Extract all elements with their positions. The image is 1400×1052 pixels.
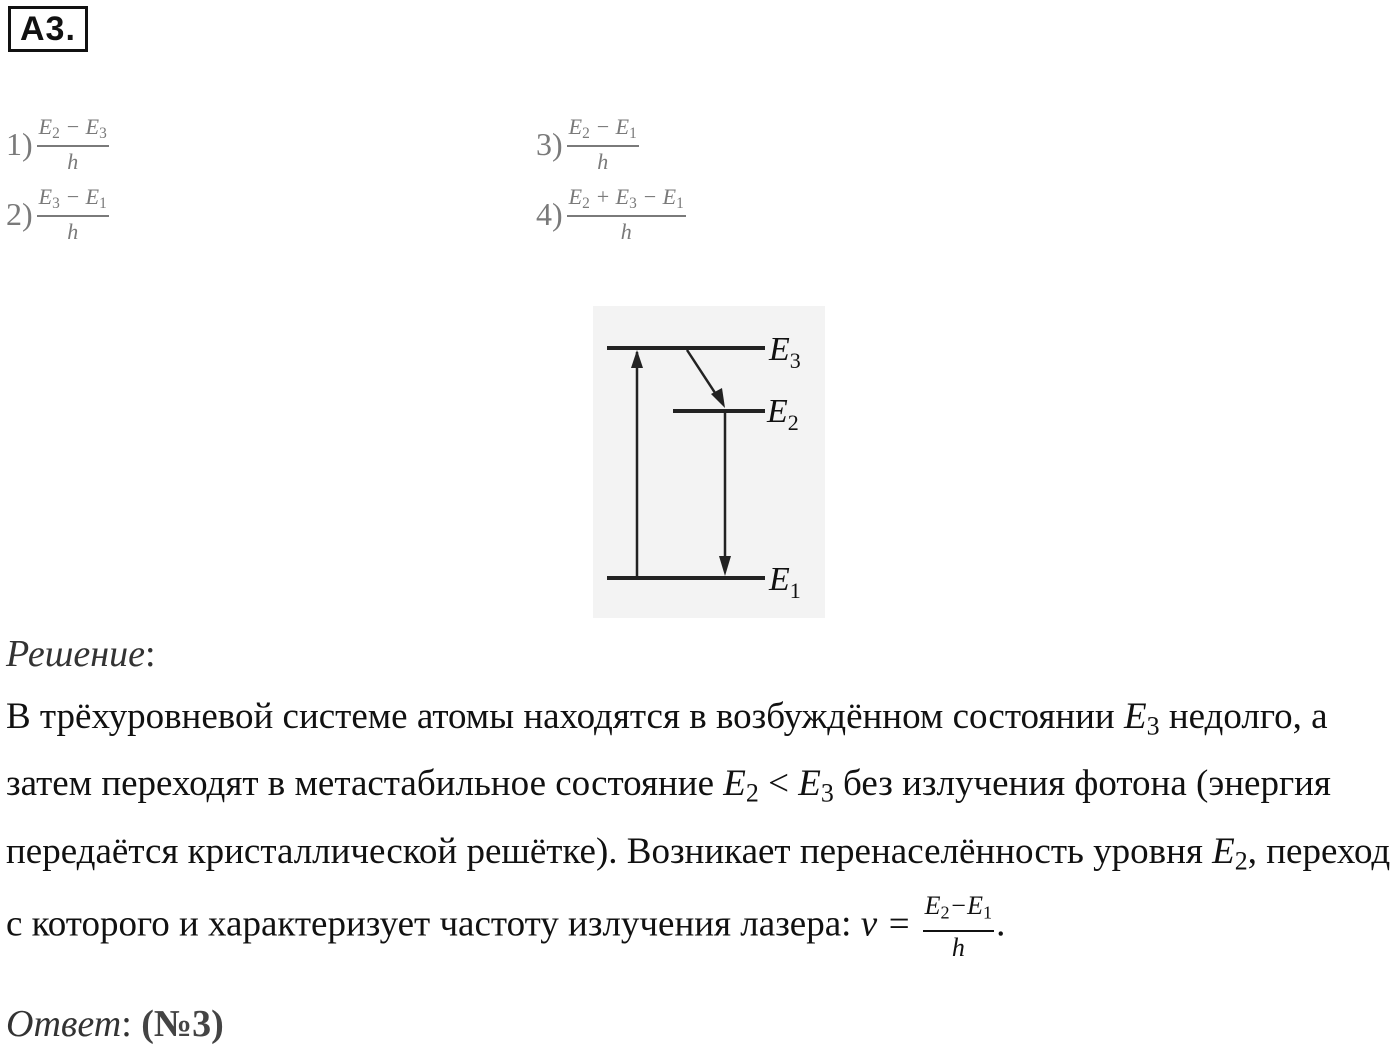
answer-label: Ответ	[6, 1003, 122, 1045]
option-fraction	[567, 114, 639, 175]
option-number: 4)	[536, 195, 563, 232]
option-3	[536, 114, 639, 175]
level-e1-label: $E_1$	[769, 561, 801, 603]
lasing-arrowhead	[719, 556, 731, 576]
level-e2-label: $E_2$	[767, 393, 799, 435]
fraction-numerator: $E_3 - E_1$	[37, 184, 109, 217]
option-fraction	[37, 114, 109, 175]
solution-text: В трёхуровневой системе атомы находятся в возбуждённом состоянии $E_3$ недолго, а затем переходят в метастабильное состояние $E_2 < E_3$ без излучения фотона (энергия передаётся кристаллической решётке). Возникает перенаселённость уровня $E_2$, переход с которого и характеризует частоту излучения лазера: ν = $\frac{E_2-E_1}{h}$ .	[6, 696, 1391, 962]
frequency-fraction: $\frac{E_2-E_1}{h}$	[924, 891, 993, 962]
pump-arrowhead	[631, 350, 643, 368]
option-number: 3)	[536, 125, 563, 162]
option-2	[6, 184, 109, 245]
fraction-denominator: h	[67, 148, 79, 174]
option-number: 2)	[6, 195, 33, 232]
fraction-numerator: $E_2 + E_3 - E_1$	[567, 184, 686, 217]
answer-line: Ответ: (№3)	[6, 1003, 224, 1045]
option-number: 1)	[6, 125, 33, 162]
option-fraction	[567, 184, 686, 245]
level-e3-label: $E_3$	[769, 331, 801, 373]
fraction-denominator: h	[67, 218, 79, 244]
fraction-denominator: h	[620, 218, 632, 244]
energy-level-diagram	[593, 306, 825, 618]
option-1	[6, 114, 109, 175]
option-4	[536, 184, 686, 245]
solution-heading: Решение:	[6, 633, 156, 675]
fraction-denominator: h	[597, 148, 609, 174]
option-fraction	[37, 184, 109, 245]
fraction-numerator: $E_2 - E_1$	[567, 114, 639, 147]
fraction-numerator: $E_2 - E_3$	[37, 114, 109, 147]
answer-value: (№3)	[141, 1003, 224, 1045]
problem-number: А3.	[8, 6, 88, 52]
